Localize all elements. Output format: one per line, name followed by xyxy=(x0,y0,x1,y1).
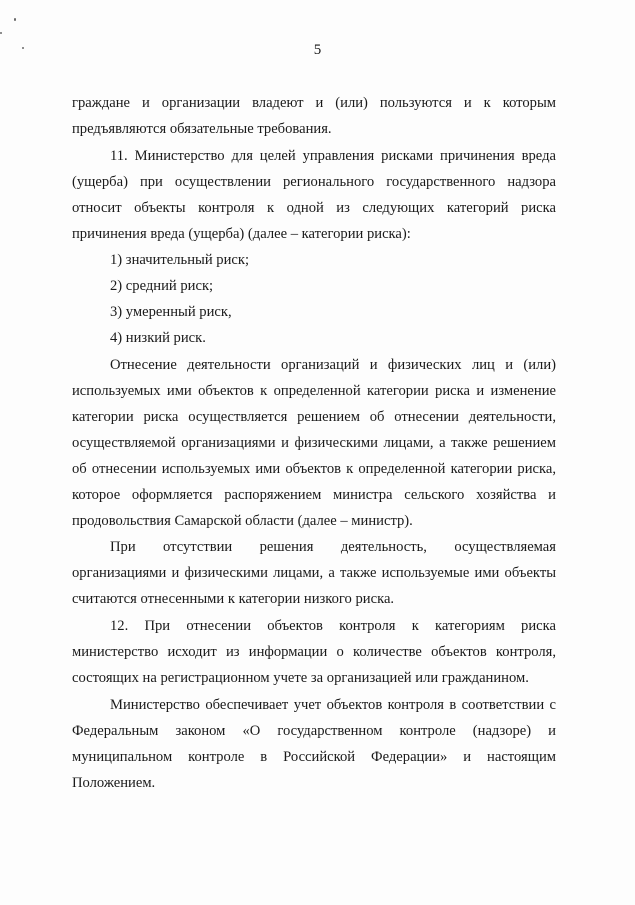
paragraph-continuation: граждане и организации владеют и (или) пользуются и к которым предъявляются обязательные требования. xyxy=(72,95,556,137)
risk-category-3: 3) умеренный риск, xyxy=(110,304,232,321)
scan-artifact-mark xyxy=(0,32,2,34)
document-body xyxy=(72,91,556,796)
page-number: 5 xyxy=(313,42,322,58)
risk-category-1: 1) значительный риск; xyxy=(110,252,250,269)
risk-category-2: 2) средний риск; xyxy=(110,278,214,295)
paragraph-item-11: 11. Министерство для целей управления рисками причинения вреда (ущерба) при осуществлении регионального государственного надзора относит объекты контроля к одной из следующих категорий риска причинения вреда (ущерба) (далее – категории риска): xyxy=(72,147,556,242)
paragraph-item-12: 12. При отнесении объектов контроля к категориям риска министерство исходит из информации о количестве объектов контроля, состоящих на регистрационном учете за организацией или гражданином. xyxy=(72,618,556,686)
paragraph-no-decision: При отсутствии решения деятельность, осуществляемая организациями и физическими лицами, а также используемые ими объекты считаются отнесенными к категории низкого риска. xyxy=(72,539,556,608)
scan-artifact-mark xyxy=(14,18,16,21)
paragraph-accounting: Министерство обеспечивает учет объектов контроля в соответствии с Федеральным законом «О государственном контроле (надзоре) и муниципальном контроле в Российской Федерации» и настоящим Положением. xyxy=(72,696,556,791)
risk-category-4: 4) низкий риск. xyxy=(110,330,206,347)
paragraph-assignment: Отнесение деятельности организаций и физических лиц и (или) используемых ими объектов к определенной категории риска и изменение категории риска осуществляется решением об отнесении деятельности, осуществляемой организациями и физическими лицами, а также решением об отнесении используемых ими объектов к определенной категории риска, которое оформляется распоряжением министра сельского хозяйства и продовольствия Самарской области (далее – министр). xyxy=(72,357,556,529)
